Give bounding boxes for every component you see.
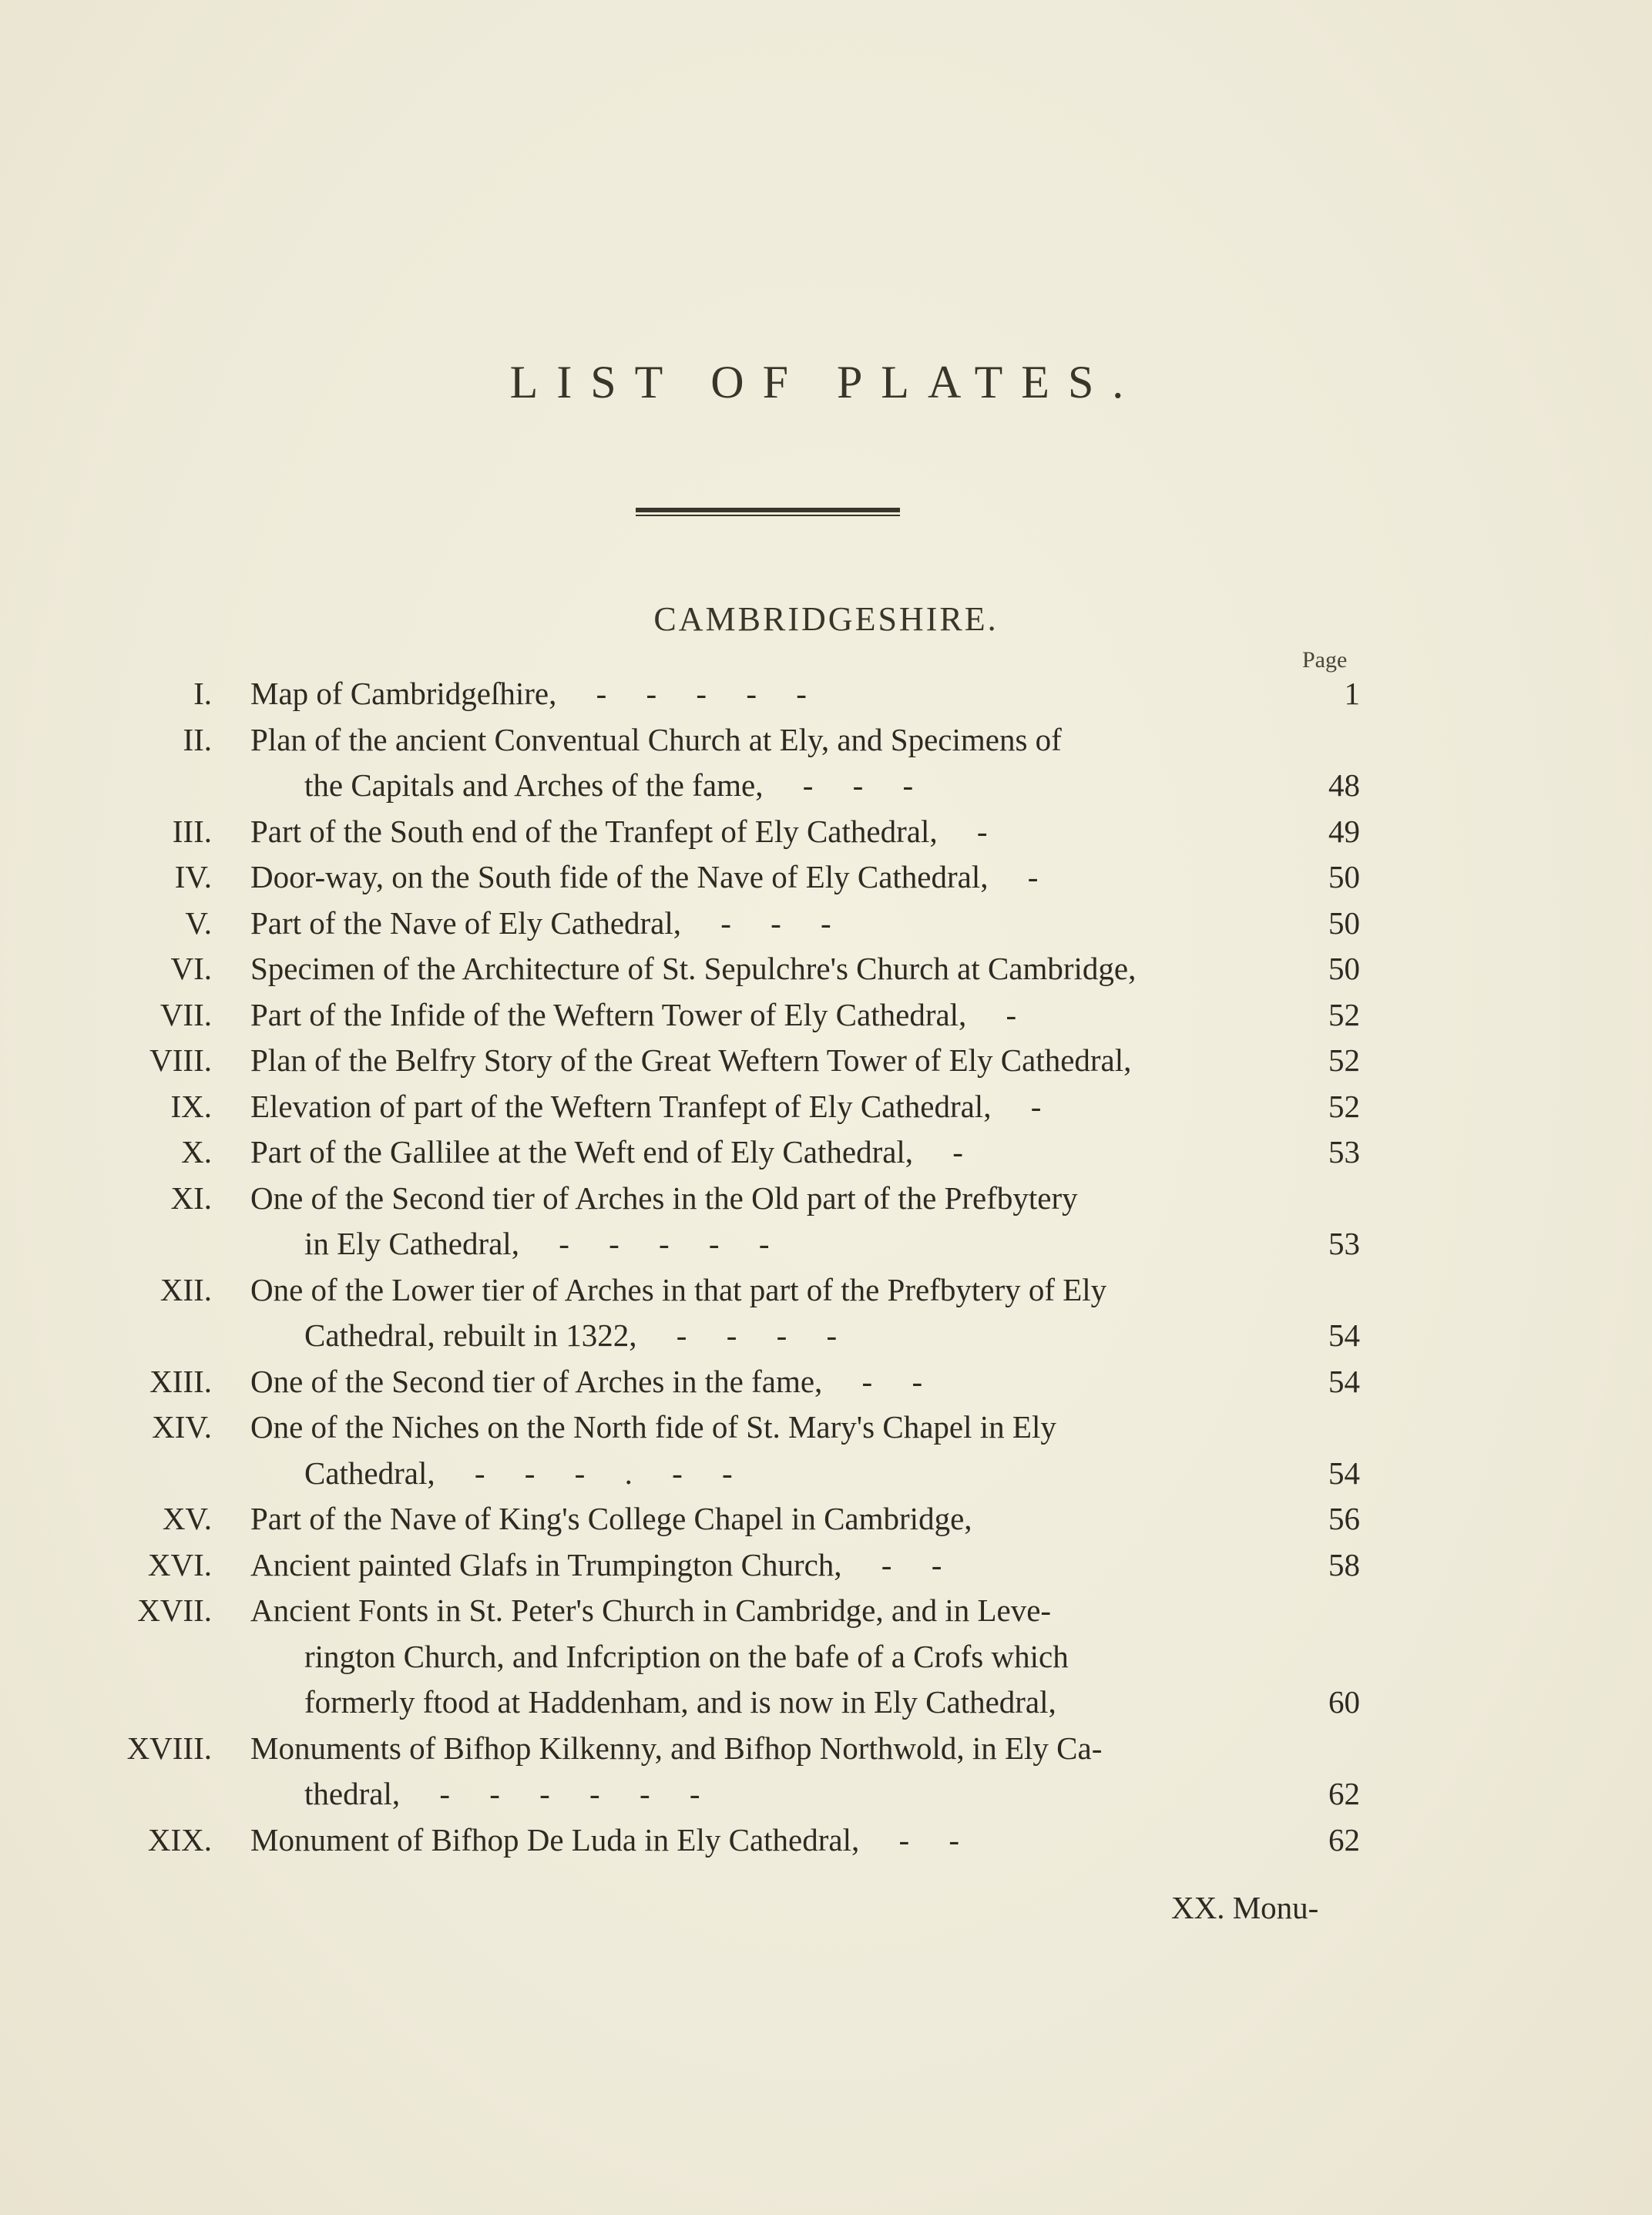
plate-description: Door-way, on the South fide of the Nave of Ely Cathedral, -: [250, 859, 1039, 894]
plate-page-number: 56: [1328, 1501, 1360, 1536]
plate-page-number: 50: [1328, 951, 1360, 986]
plate-number: XIII.: [149, 1363, 212, 1399]
plate-page-number: 62: [1328, 1776, 1360, 1811]
plate-page-number: 53: [1328, 1134, 1360, 1170]
plate-description: Cathedral, rebuilt in 1322, - - - -: [304, 1317, 838, 1353]
plate-page-number: 53: [1328, 1226, 1360, 1261]
plate-description: thedral, - - - - - -: [304, 1776, 700, 1811]
plate-description: Part of the Nave of Ely Cathedral, - - -: [250, 904, 831, 941]
plate-description: Monument of Bifhop De Luda in Ely Cathedral, - -: [250, 1821, 960, 1858]
plate-description: Ancient Fonts in St. Peter's Church in Cambridge, and in Leve-: [250, 1592, 1052, 1628]
plate-number: VIII.: [149, 1042, 212, 1078]
plate-number: XII.: [159, 1271, 212, 1307]
plate-description: Specimen of the Architecture of St. Sepulchre's Church at Cambridge,: [250, 951, 1137, 986]
plate-number: XV.: [162, 1501, 212, 1536]
plate-description: One of the Second tier of Arches in the Old part of the Prefbytery: [250, 1180, 1078, 1216]
plate-page-number: 49: [1328, 813, 1360, 849]
plate-page-number: 54: [1328, 1455, 1360, 1491]
section-heading: CAMBRIDGESHIRE.: [653, 600, 999, 638]
plate-page-number: 48: [1328, 767, 1360, 803]
plate-page-number: 54: [1328, 1363, 1360, 1399]
plate-number: II.: [183, 721, 212, 757]
plate-description: Plan of the ancient Conventual Church at Ely, and Specimens of: [250, 721, 1062, 757]
plate-page-number: 50: [1328, 859, 1360, 894]
plate-number: IX.: [170, 1088, 212, 1124]
plate-description: Part of the Nave of King's College Chapel in Cambridge,: [250, 1501, 972, 1536]
plate-page-number: 50: [1328, 904, 1360, 941]
plate-number: X.: [181, 1134, 212, 1170]
plate-number: XIV.: [152, 1409, 212, 1445]
plate-page-number: 60: [1328, 1684, 1360, 1720]
plate-description: the Capitals and Arches of the fame, - - -: [304, 767, 914, 803]
plate-description: Ancient painted Glafs in Trumpington Church, - -: [250, 1546, 942, 1582]
title-rule: [636, 508, 900, 516]
plate-description: One of the Second tier of Arches in the fame, - -: [250, 1363, 923, 1399]
plate-page-number: 52: [1328, 1042, 1360, 1078]
plate-number: VI.: [170, 951, 212, 986]
plate-description: Monuments of Bifhop Kilkenny, and Bifhop Northwold, in Ely Ca-: [250, 1730, 1103, 1766]
plate-number: XVII.: [137, 1592, 212, 1628]
plate-number: I.: [193, 676, 212, 711]
plate-page-number: 54: [1328, 1317, 1360, 1353]
plate-page-number: 52: [1328, 1088, 1360, 1124]
plate-number: XVI.: [147, 1546, 212, 1582]
plate-page-number: 1: [1344, 676, 1360, 711]
page-title: LIST OF PLATES.: [509, 357, 1143, 408]
plate-page-number: 52: [1328, 996, 1360, 1032]
plate-description: rington Church, and Infcription on the bafe of a Crofs which: [304, 1638, 1069, 1674]
catchword: XX. Monu-: [1171, 1890, 1319, 1925]
plate-number: XI.: [170, 1180, 212, 1216]
plate-description: Cathedral, - - - . - -: [304, 1455, 733, 1491]
plate-page-number: 58: [1328, 1546, 1360, 1582]
plate-description: formerly ftood at Haddenham, and is now in Ely Cathedral,: [304, 1684, 1056, 1720]
plate-description: Elevation of part of the Weftern Tranfept of Ely Cathedral, -: [250, 1088, 1042, 1124]
plate-description: Map of Cambridgeſhire, - - - - -: [250, 676, 807, 711]
plate-number: III.: [172, 813, 212, 849]
plate-number: VII.: [159, 996, 212, 1032]
plate-description: in Ely Cathedral, - - - - -: [304, 1226, 770, 1261]
plate-description: One of the Lower tier of Arches in that part of the Prefbytery of Ely: [250, 1271, 1107, 1307]
plate-description: One of the Niches on the North fide of St. Mary's Chapel in Ely: [250, 1409, 1056, 1445]
page-column-label: Page: [1302, 647, 1348, 673]
plate-page-number: 62: [1328, 1821, 1360, 1858]
plate-number: XVIII.: [126, 1730, 212, 1766]
plate-number: IV.: [174, 859, 212, 894]
plate-number: V.: [185, 904, 212, 941]
plate-number: XIX.: [147, 1821, 212, 1858]
plate-description: Plan of the Belfry Story of the Great Weftern Tower of Ely Cathedral,: [250, 1042, 1132, 1078]
plate-description: Part of the Gallilee at the Weft end of Ely Cathedral, -: [250, 1134, 963, 1170]
plate-description: Part of the Infide of the Weftern Tower of Ely Cathedral, -: [250, 996, 1017, 1032]
plate-description: Part of the South end of the Tranfept of Ely Cathedral, -: [250, 813, 988, 849]
